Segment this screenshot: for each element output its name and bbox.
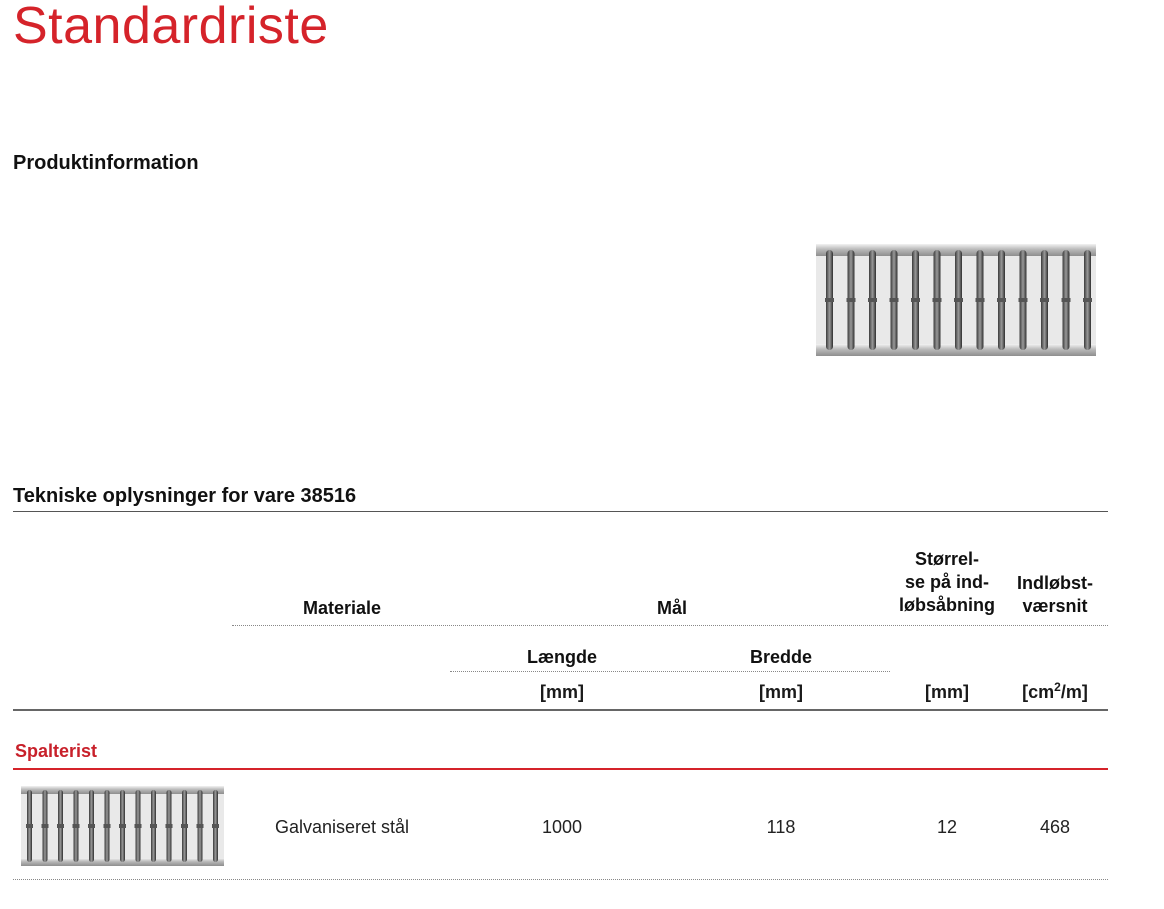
grate-bar-notch (1062, 298, 1071, 302)
grate-bar-notch (1040, 298, 1049, 302)
header-opening-line3: løbsåbning (899, 595, 995, 615)
section-label: Spalterist (15, 741, 98, 761)
grate-bar-notch (890, 298, 899, 302)
grate-bar-notch (197, 824, 204, 828)
page-title: Standardriste (13, 0, 329, 55)
grate-bar-notch (181, 824, 188, 828)
grate-thumbnail-image (21, 786, 224, 866)
unit-opening: [mm] (925, 682, 969, 702)
grate-bar-notch (135, 824, 142, 828)
grate-bar-notch (1083, 298, 1092, 302)
header-opening-size (888, 548, 1006, 617)
grate-bar-notch (42, 824, 49, 828)
grate-bar-notch (868, 298, 877, 302)
grate-bar-notch (57, 824, 64, 828)
technical-info-heading: Tekniske oplysninger for vare 38516 (13, 485, 357, 507)
grate-bar-notch (997, 298, 1006, 302)
grate-bar-notch (150, 824, 157, 828)
grate-bar-notch (73, 824, 80, 828)
header-opening-line1: Størrel- (914, 549, 979, 569)
grate-bar-notch (88, 824, 95, 828)
grate-bar-notch (954, 298, 963, 302)
row-width: 118 (766, 817, 796, 837)
grate-bar-notch (825, 298, 834, 302)
subheader-divider (450, 671, 890, 672)
header-inlet (1006, 572, 1104, 618)
row-opening: 12 (936, 817, 958, 837)
unit-length: [mm] (540, 682, 584, 702)
header-divider (232, 625, 1108, 626)
grate-bar-notch (26, 824, 33, 828)
grate-bar-notch (933, 298, 942, 302)
grate-bar-notch (119, 824, 126, 828)
header-opening-line2: se på ind- (904, 572, 989, 592)
grate-bar-notch (976, 298, 985, 302)
header-bottom-rule (13, 709, 1108, 711)
section-rule (13, 768, 1108, 770)
unit-inlet: $[cm^2/m]$ (1022, 680, 1088, 702)
header-dimensions: Mål (656, 598, 687, 618)
header-material: Materiale (302, 598, 382, 618)
row-bottom-rule (13, 879, 1108, 880)
header-inlet-line2: værsnit (1022, 596, 1088, 616)
grate-product-image (816, 244, 1096, 356)
row-length: 1000 (541, 817, 583, 837)
grate-bar-notch (911, 298, 920, 302)
grate-bar-notch (212, 824, 219, 828)
unit-width: [mm] (759, 682, 803, 702)
grate-bar-notch (166, 824, 173, 828)
grate-bar-notch (1019, 298, 1028, 302)
header-inlet-line1: Indløbst- (1017, 573, 1093, 593)
header-width: Bredde (749, 647, 812, 667)
header-length: Længde (527, 647, 597, 667)
product-info-heading: Produktinformation (13, 152, 199, 174)
divider (13, 511, 1108, 512)
grate-bar-notch (847, 298, 856, 302)
row-material: Galvaniseret stål (274, 817, 410, 837)
row-inlet: 468 (1039, 817, 1071, 837)
grate-bar-notch (104, 824, 111, 828)
